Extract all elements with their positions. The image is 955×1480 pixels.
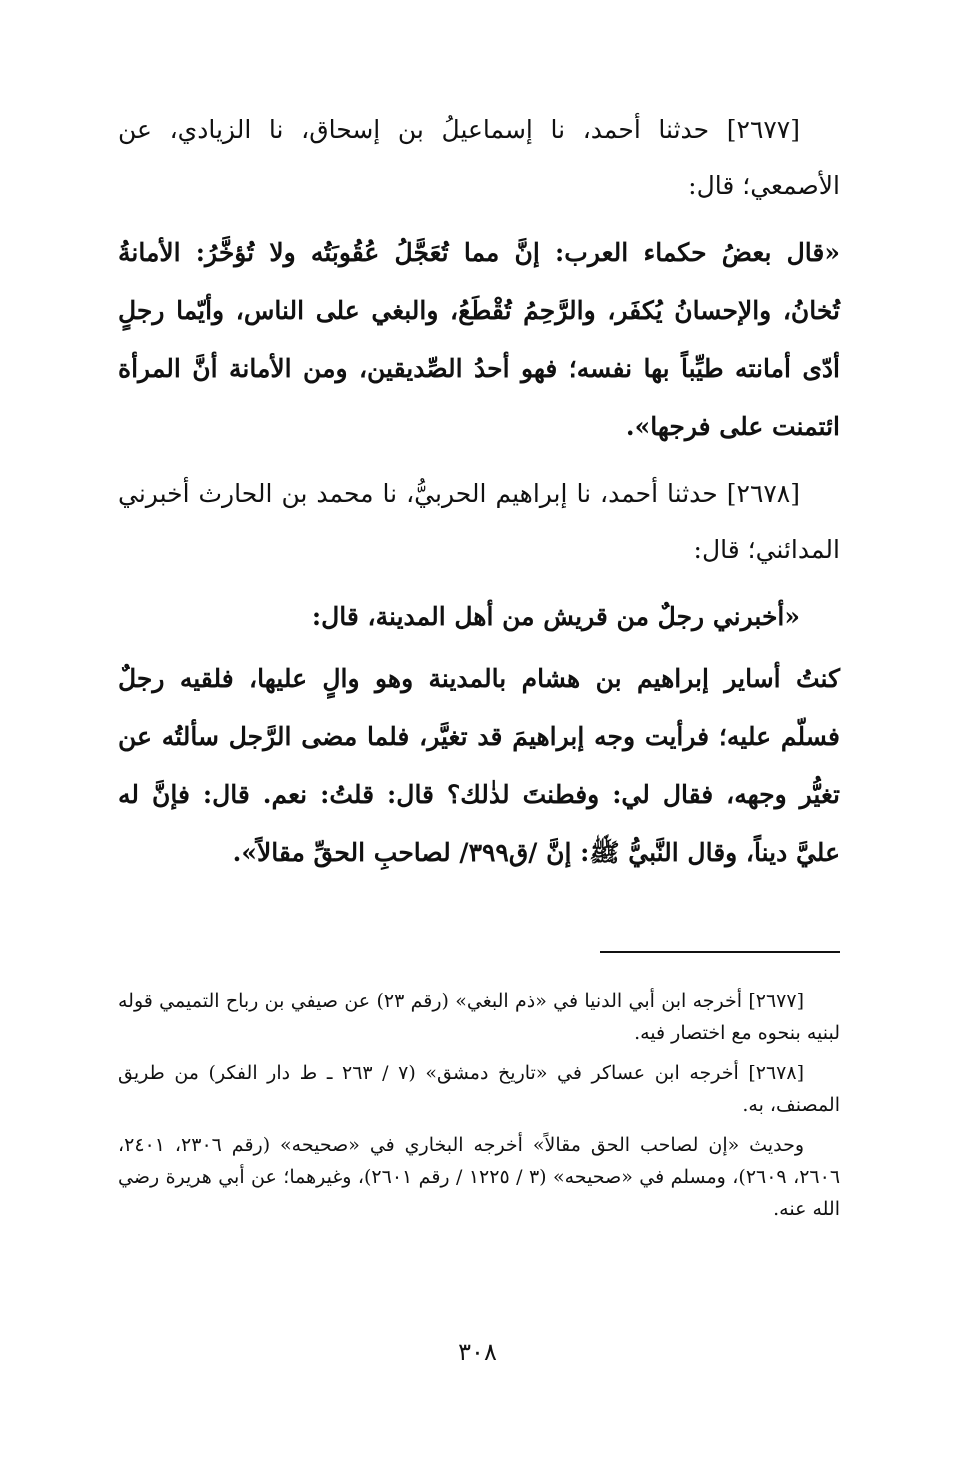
- footnote-divider: [600, 951, 840, 953]
- footnote-2678: [٢٦٧٨] أخرجه ابن عساكر في «تاريخ دمشق» (٧ / ٢٦٣ ـ ط دار الفكر) من طريق المصنف، به.: [118, 1062, 840, 1116]
- hadith-2677-isnad: [٢٦٧٧] حدثنا أحمد، نا إسماعيلُ بن إسحاق، نا الزيادي، عن الأصمعي؛ قال:: [118, 115, 840, 200]
- hadith-2678-isnad: [٢٦٧٨] حدثنا أحمد، نا إبراهيم الحربيُّ، نا محمد بن الحارث أخبرني المدائني؛ قال:: [118, 479, 840, 564]
- footnotes: [118, 985, 840, 1233]
- footnote-2677: [٢٦٧٧] أخرجه ابن أبي الدنيا في «ذم البغي» (رقم ٢٣) عن صيفي بن رباح التميمي قوله لبنيه بنحوه مع اختصار فيه.: [118, 990, 840, 1044]
- hadith-2678-text: كنتُ أساير إبراهيم بن هشام بالمدينة وهو والٍ عليها، فلقيه رجلٌ فسلّم عليه؛ فرأيت وجه إبراهيمَ قد تغيَّر، فلما مضى الرَّجل سألتُه عن تغيُّر وجهه، فقال لي: وفطنتَ لذٰلك؟ قال: قلتُ: نعم. قال: فإنَّ له عليَّ ديناً، وقال النَّبيُّ ﷺ: إنَّ /ق٣٩٩/ لصاحبِ الحقِّ مقالاً».: [118, 664, 840, 867]
- footnote-hadith-source: وحديث «إن لصاحب الحق مقالاً» أخرجه البخاري في «صحيحه» (رقم ٢٣٠٦، ٢٤٠١، ٢٦٠٦، ٢٦٠٩)، ومسلم في «صحيحه» (٣ / ١٢٢٥ / رقم ٢٦٠١)، وغيرهما؛ عن أبي هريرة رضي الله عنه.: [118, 1134, 841, 1220]
- hadith-2678-narrator: «أخبرني رجلٌ من قريش من أهل المدينة، قال:: [311, 602, 800, 631]
- hadith-2677-text: «قال بعضُ حكماء العرب: إنَّ مما تُعَجَّلُ عُقُوبَتُه ولا تُؤخَّرُ: الأمانةُ تُخانُ، والإحسانُ يُكفَر، والرَّحِمُ تُقْطَعُ، والبغي على الناس، وأيّما رجلٍ أدّى أمانته طيِّباً بها نفسه؛ فهو أحدُ الصِّديقين، ومن الأمانة أنَّ المرأة ائتمنت على فرجها».: [118, 238, 840, 441]
- page-number: ٣٠٨: [458, 1338, 497, 1366]
- main-text: [118, 102, 840, 892]
